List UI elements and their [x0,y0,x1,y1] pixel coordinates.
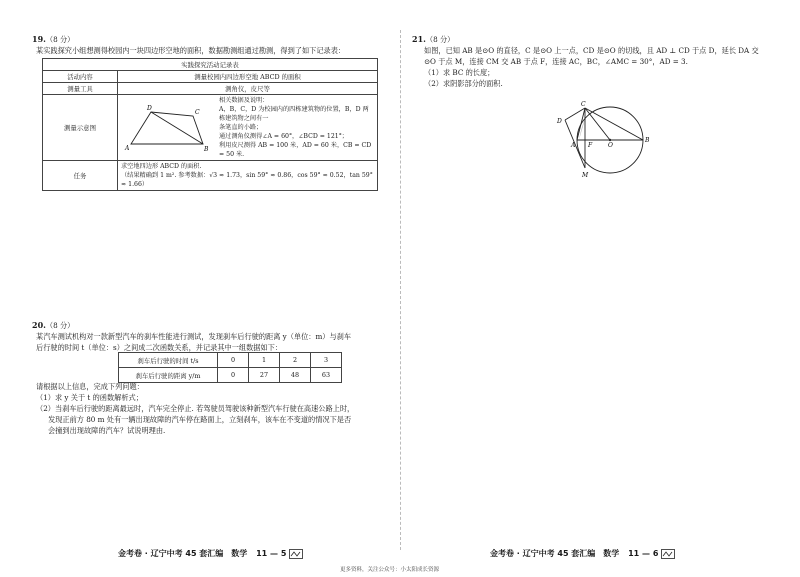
part-2-cont: 发现正前方 80 m 处有一辆出现故障的汽车停在路面上，立刻刹车，该车在不变道的情况下是否 [48,415,352,424]
question-number: 21. [412,34,426,44]
circle-diagram [545,98,655,184]
task-cell [118,161,378,191]
question-line: ⊙O 于点 M，连接 CM 交 AB 于点 F，连接 AC，BC，∠AMC = 30°，AD = 3. [424,57,688,66]
label-a: A [571,142,576,149]
table-cell: 0 [218,368,249,383]
row-label: 测量示意图 [43,95,118,161]
label-a: A [125,144,130,152]
table-cell: 48 [280,368,311,383]
page-number: 11 — 5 [256,549,287,558]
data-line: 条笔直的小路； [219,124,263,131]
record-table [42,58,378,191]
table-title: 实践探究活动记录表 [43,59,378,71]
bottom-note: 更多资料，关注公众号：小太阳成长资源 [340,567,440,573]
label-b: B [204,145,209,153]
question-score: （8 分） [45,35,75,44]
question-intro: 某实践探究小组想测得校园内一块四边形空地的面积，数据勘测组通过勘测，得到了如下记录表： [36,46,346,55]
measurement-data [219,96,374,159]
publisher-logo-icon [661,549,675,559]
table-cell: 1 [249,353,280,368]
row-label: 活动内容 [43,71,118,83]
task-line: 求空地四边形 ABCD 的面积. [121,163,202,170]
question-intro: 后行驶的时间 t（单位：s）之间成二次函数关系，并记录其中一组数据如下： [36,343,283,352]
label-o: O [608,142,613,149]
label-d: D [147,104,152,112]
footer-left [118,548,303,559]
table-cell: 27 [249,368,280,383]
row-label: 测量工具 [43,83,118,95]
table-cell: 2 [280,353,311,368]
data-line: 利用皮尺测得 AB = 100 米，AD = 60 米，CB = CD = 50 米. [219,142,372,158]
publisher-logo-icon [289,549,303,559]
part-2: （2）求阴影部分的面积. [424,79,503,88]
page-divider [400,30,401,550]
footer-text: 金考卷 · 辽宁中考 45 套汇编 数学 [490,549,620,558]
row-value: 测角仪，皮尺等 [118,83,378,95]
data-line: A，B，C，D 为校园内的四栋建筑物的位置，B，D 两栋建筑物之间有一 [219,106,369,122]
part-1: （1）求 y 关于 t 的函数解析式； [36,393,143,402]
table-cell: 63 [311,368,342,383]
part-1: （1）求 BC 的长度； [424,68,495,77]
data-table [118,352,342,383]
label-c: C [195,108,200,116]
question-20-parts [36,381,396,436]
question-intro: 某汽车测试机构对一款新型汽车的刹车性能进行测试，发现刹车后行驶的距离 y（单位：m）与刹车 [36,332,352,341]
question-20 [32,320,394,353]
question-number: 19. [32,34,46,44]
label-c: C [581,101,586,108]
label-d: D [557,118,562,125]
label-f: F [588,142,593,149]
part-2-cont: 会撞到出现故障的汽车？试说明理由. [48,426,166,435]
footer-right [490,548,675,559]
diagram-and-data-cell [118,95,378,161]
row-header: 刹车后行驶的距离 y/m [119,368,218,383]
question-number: 20. [32,320,46,330]
table-cell: 3 [311,353,342,368]
question-line: 如图，已知 AB 是⊙O 的直径，C 是⊙O 上一点，CD 是⊙O 的切线，且 AD ⊥ CD 于点 D，延长 DA 交 [424,46,759,55]
question-score: （8 分） [425,35,455,44]
task-line: （结果精确到 1 m². 参考数据：√3 ≈ 1.73，sin 59° ≈ 0.86，cos 59° ≈ 0.52，tan 59° ≈ 1.66） [121,172,373,188]
question-19 [32,34,392,56]
row-header: 刹车后行驶的时间 t/s [119,353,218,368]
part-2: （2）当刹车后行驶的距离最远时，汽车完全停止. 若驾驶员驾驶该种新型汽车行驶在高速公路上时， [36,404,355,413]
data-line: 相关数据及说明： [219,97,269,104]
row-label: 任务 [43,161,118,191]
row-value: 测量校园内四边形空地 ABCD 的面积 [118,71,378,83]
table-row [119,353,342,368]
page-number: 11 — 6 [628,549,659,558]
question-21 [412,34,784,89]
question-score: （8 分） [45,321,75,330]
prompt: 请根据以上信息，完成下列问题： [36,382,144,391]
table-cell: 0 [218,353,249,368]
label-m: M [582,172,589,179]
data-line: 通过测角仪测得∠A = 60°，∠BCD = 121°； [219,133,348,140]
label-b: B [645,137,650,144]
footer-text: 金考卷 · 辽宁中考 45 套汇编 数学 [118,549,248,558]
quadrilateral-diagram [121,102,213,154]
